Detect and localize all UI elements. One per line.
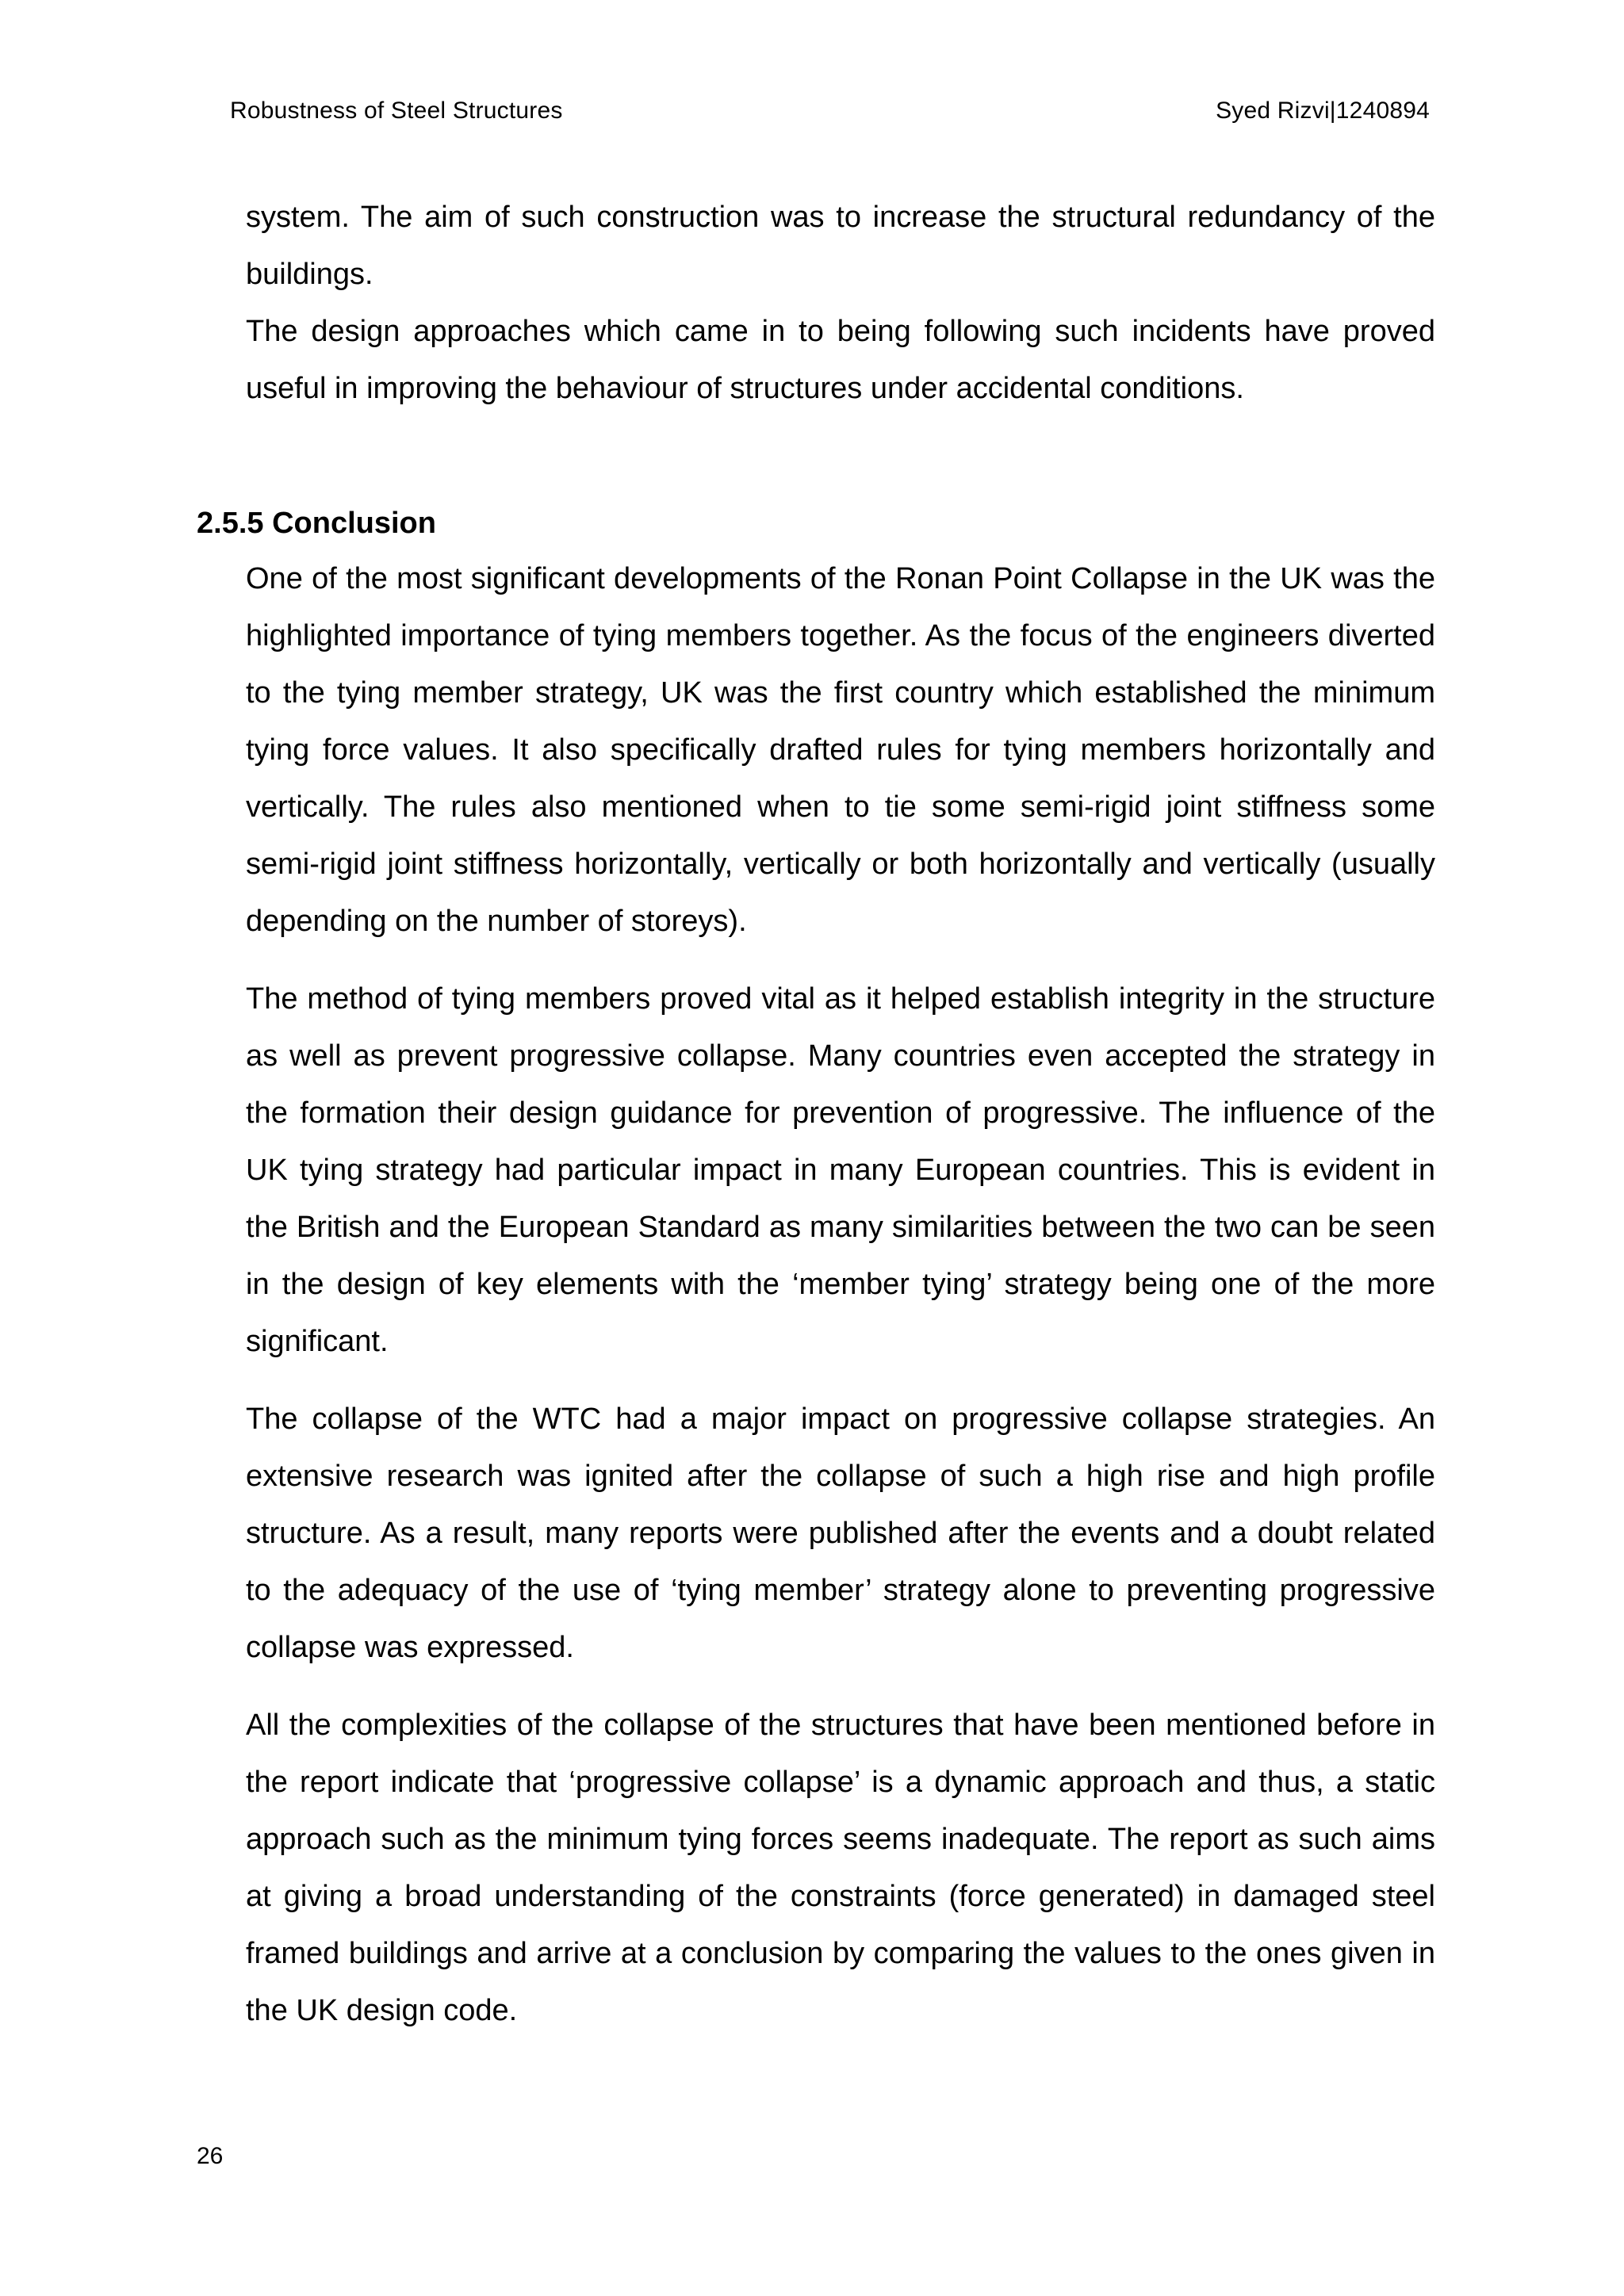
intro-block xyxy=(246,189,1435,417)
running-header-title: Robustness of Steel Structures xyxy=(230,98,563,124)
conclusion-paragraph-2-block xyxy=(246,970,1435,1370)
page-number: 26 xyxy=(197,2143,224,2169)
section-heading: 2.5.5 Conclusion xyxy=(197,507,436,540)
intro-paragraph-1: system. The aim of such construction was to increase the structural redundancy of the buildings. xyxy=(246,201,1435,291)
intro-paragraph-2: The design approaches which came in to being following such incidents have proved useful in improving the behaviour of structures under accidental conditions. xyxy=(246,315,1435,405)
conclusion-paragraph: One of the most significant developments of the Ronan Point Collapse in the UK was the highlighted importance of tying members together. As the focus of the engineers diverted to the tying member strategy, UK was the first country which established the minimum tying force values. It also specifically drafted rules for tying members horizontally and vertically. The rules also mentioned when to tie some semi-rigid joint stiffness some semi-rigid joint stiffness horizontally, vertically or both horizontally and vertically (usually depending on the number of storeys). xyxy=(246,562,1435,938)
conclusion-paragraph: The method of tying members proved vital as it helped establish integrity in the structure as well as prevent progressive collapse. Many countries even accepted the strategy in the formation their design guidance for prevention of progressive. The influence of the UK tying strategy had particular impact in many European countries. This is evident in the British and the European Standard as many similarities between the two can be seen in the design of key elements with the ‘member tying’ strategy being one of the more significant. xyxy=(246,982,1435,1358)
conclusion-paragraph: All the complexities of the collapse of the structures that have been mentioned before in the report indicate that ‘progressive collapse’ is a dynamic approach and thus, a static approach such as the minimum tying forces seems inadequate. The report as such aims at giving a broad understanding of the constraints (force generated) in damaged steel framed buildings and arrive at a conclusion by comparing the values to the ones given in the UK design code. xyxy=(246,1709,1435,2027)
running-header-author: Syed Rizvi|1240894 xyxy=(1216,98,1430,124)
conclusion-paragraph-4-block xyxy=(246,1697,1435,2039)
conclusion-paragraph: The collapse of the WTC had a major impact on progressive collapse strategies. An extensive research was ignited after the collapse of such a high rise and high profile structure. As a result, many reports were published after the events and a doubt related to the adequacy of the use of ‘tying member’ strategy alone to preventing progressive collapse was expressed. xyxy=(246,1402,1435,1664)
conclusion-paragraph-1-block xyxy=(246,550,1435,950)
conclusion-paragraph-3-block xyxy=(246,1391,1435,1676)
